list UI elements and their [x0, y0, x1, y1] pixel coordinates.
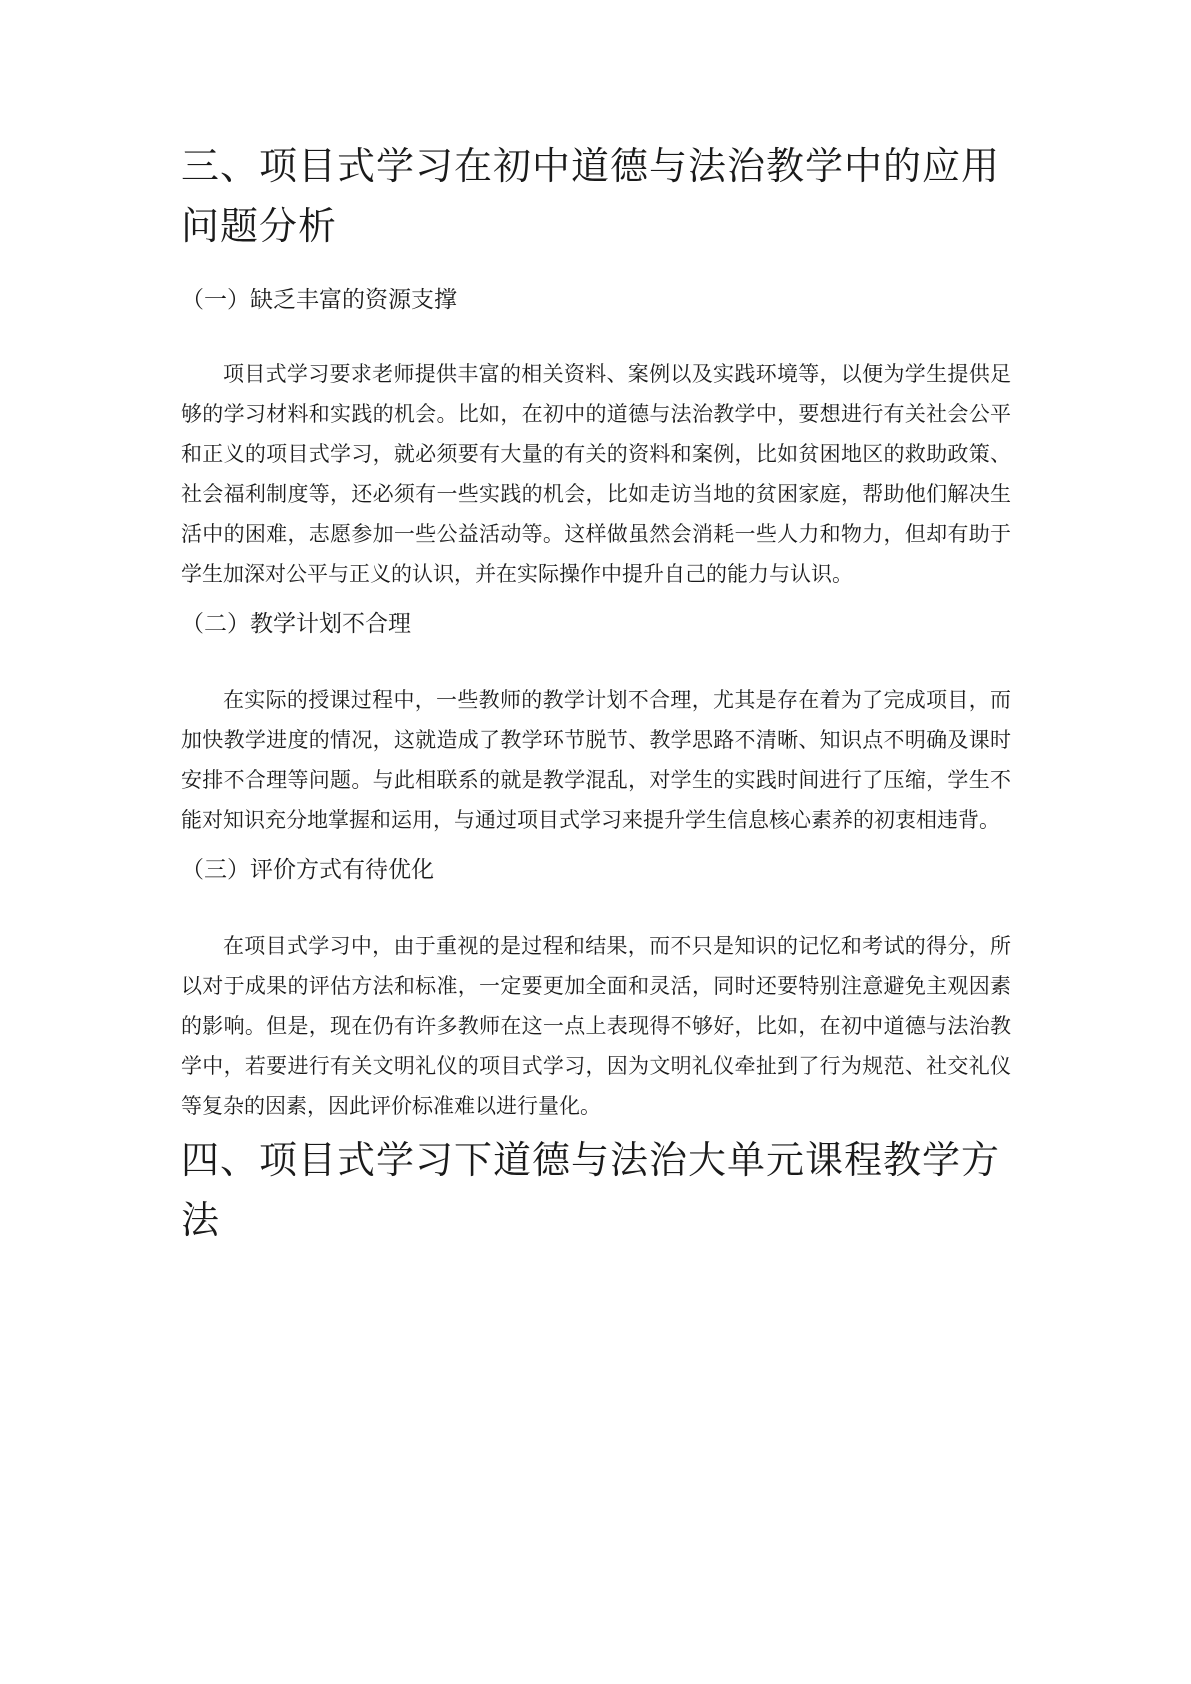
subsection-3-paragraph: 在项目式学习中，由于重视的是过程和结果，而不只是知识的记忆和考试的得分，所以对于成果的评估方法和标准，一定要更加全面和灵活，同时还要特别注意避免主观因素的影响。但是，现在仍有许多教师在这一点上表现得不够好，比如，在初中道德与法治教学中，若要进行有关文明礼仪的项目式学习，因为文明礼仪牵扯到了行为规范、社交礼仪等复杂的因素，因此评价标准难以进行量化。: [181, 934, 1011, 1118]
section-4-title: 四、项目式学习下道德与法治大单元课程教学方法: [181, 1138, 1001, 1242]
subsection-3-heading: （三）评价方式有待优化: [181, 857, 434, 883]
subsection-1-paragraph: 项目式学习要求老师提供丰富的相关资料、案例以及实践环境等，以便为学生提供足够的学习材料和实践的机会。比如，在初中的道德与法治教学中，要想进行有关社会公平和正义的项目式学习，就必须要有大量的有关的资料和案例，比如贫困地区的救助政策、社会福利制度等，还必须有一些实践的机会，比如走访当地的贫困家庭，帮助他们解决生活中的困难，志愿参加一些公益活动等。这样做虽然会消耗一些人力和物力，但却有助于学生加深对公平与正义的认识，并在实际操作中提升自己的能力与认识。: [181, 362, 1011, 586]
document-body: [181, 136, 1011, 1250]
subsection-2-heading: （二）教学计划不合理: [181, 611, 411, 637]
subsection-2-paragraph: 在实际的授课过程中，一些教师的教学计划不合理，尤其是存在着为了完成项目，而加快教学进度的情况，这就造成了教学环节脱节、教学思路不清晰、知识点不明确及课时安排不合理等问题。与此相联系的就是教学混乱，对学生的实践时间进行了压缩，学生不能对知识充分地掌握和运用，与通过项目式学习来提升学生信息核心素养的初衷相违背。: [181, 688, 1011, 832]
section-3-title: 三、项目式学习在初中道德与法治教学中的应用问题分析: [181, 144, 1001, 248]
subsection-1-heading: （一）缺乏丰富的资源支撑: [181, 287, 457, 313]
